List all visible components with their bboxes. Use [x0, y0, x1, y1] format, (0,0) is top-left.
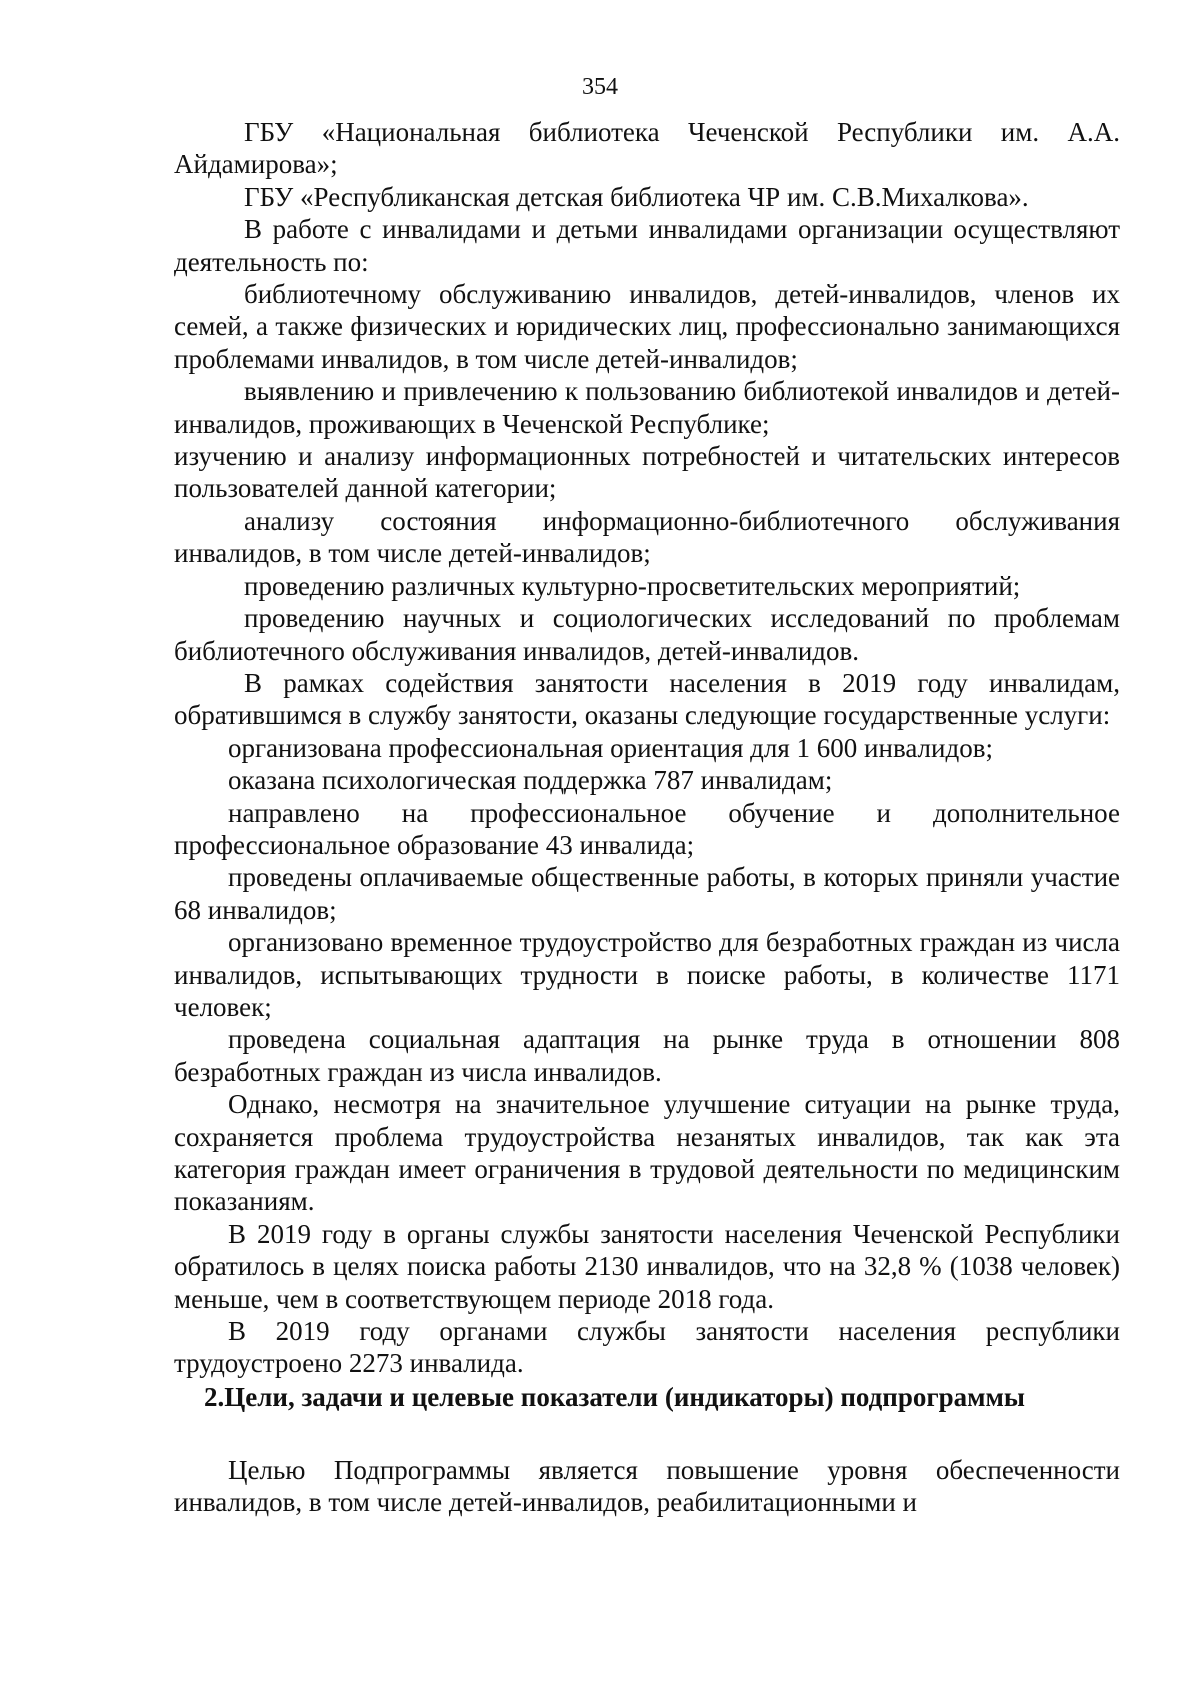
paragraph: организована профессиональная ориентация для 1 600 инвалидов; — [228, 732, 993, 763]
paragraph: анализу состояния информационно-библиотечного обслуживания инвалидов, в том числе детей-инвалидов; — [174, 505, 1120, 569]
paragraph: организовано временное трудоустройство для безработных граждан из числа инвалидов, испытывающих трудности в поиске работы, в количестве 1171 человек; — [174, 927, 1120, 1022]
paragraph: оказана психологическая поддержка 787 инвалидам; — [228, 765, 833, 796]
paragraph: проведению различных культурно-просветительских мероприятий; — [244, 570, 1021, 601]
paragraph: Однако, несмотря на значительное улучшение ситуации на рынке труда, сохраняется проблема трудоустройства незанятых инвалидов, так как эта категория граждан имеет ограничения в трудовой деятельности по медицинским показаниям. — [174, 1089, 1120, 1217]
paragraph: изучению и анализу информационных потребностей и читательских интересов пользователей данной категории; — [174, 441, 1120, 504]
document-body — [174, 116, 1120, 1519]
section-heading: 2.Цели, задачи и целевые показатели (индикаторы) подпрограммы — [204, 1381, 1025, 1412]
paragraph: библиотечному обслуживанию инвалидов, детей-инвалидов, членов их семей, а также физических и юридических лиц, профессионально занимающихся проблемами инвалидов, в том числе детей-инвалидов; — [174, 279, 1120, 374]
paragraph: ГБУ «Национальная библиотека Чеченской Республики им. А.А. Айдамирова»; — [174, 117, 1120, 180]
paragraph: В 2019 году органами службы занятости населения республики трудоустроено 2273 инвалида. — [174, 1316, 1120, 1379]
paragraph: направлено на профессиональное обучение и дополнительное профессиональное образование 43 инвалида; — [174, 797, 1120, 860]
paragraph: В работе с инвалидами и детьми инвалидами организации осуществляют деятельность по: — [174, 214, 1120, 277]
paragraph: В 2019 году в органы службы занятости населения Чеченской Республики обратилось в целях поиска работы 2130 инвалидов, что на 32,8 % (1038 человек) меньше, чем в соответствующем периоде 2018 года. — [174, 1218, 1120, 1314]
paragraph: выявлению и привлечению к пользованию библиотекой инвалидов и детей-инвалидов, проживающих в Чеченской Республике; — [174, 376, 1120, 439]
paragraph: проведены оплачиваемые общественные работы, в которых приняли участие 68 инвалидов; — [174, 862, 1120, 925]
paragraph: проведена социальная адаптация на рынке труда в отношении 808 безработных граждан из числа инвалидов. — [174, 1024, 1120, 1087]
page-number: 354 — [582, 74, 618, 100]
paragraph: Целью Подпрограммы является повышение уровня обеспеченности инвалидов, в том числе детей-инвалидов, реабилитационными и — [174, 1454, 1120, 1518]
paragraph: В рамках содействия занятости населения в 2019 году инвалидам, обратившимся в службу занятости, оказаны следующие государственные услуги: — [174, 667, 1120, 731]
paragraph: проведению научных и социологических исследований по проблемам библиотечного обслуживания инвалидов, детей-инвалидов. — [174, 603, 1120, 666]
paragraph: ГБУ «Республиканская детская библиотека ЧР им. С.В.Михалкова». — [244, 181, 1029, 212]
